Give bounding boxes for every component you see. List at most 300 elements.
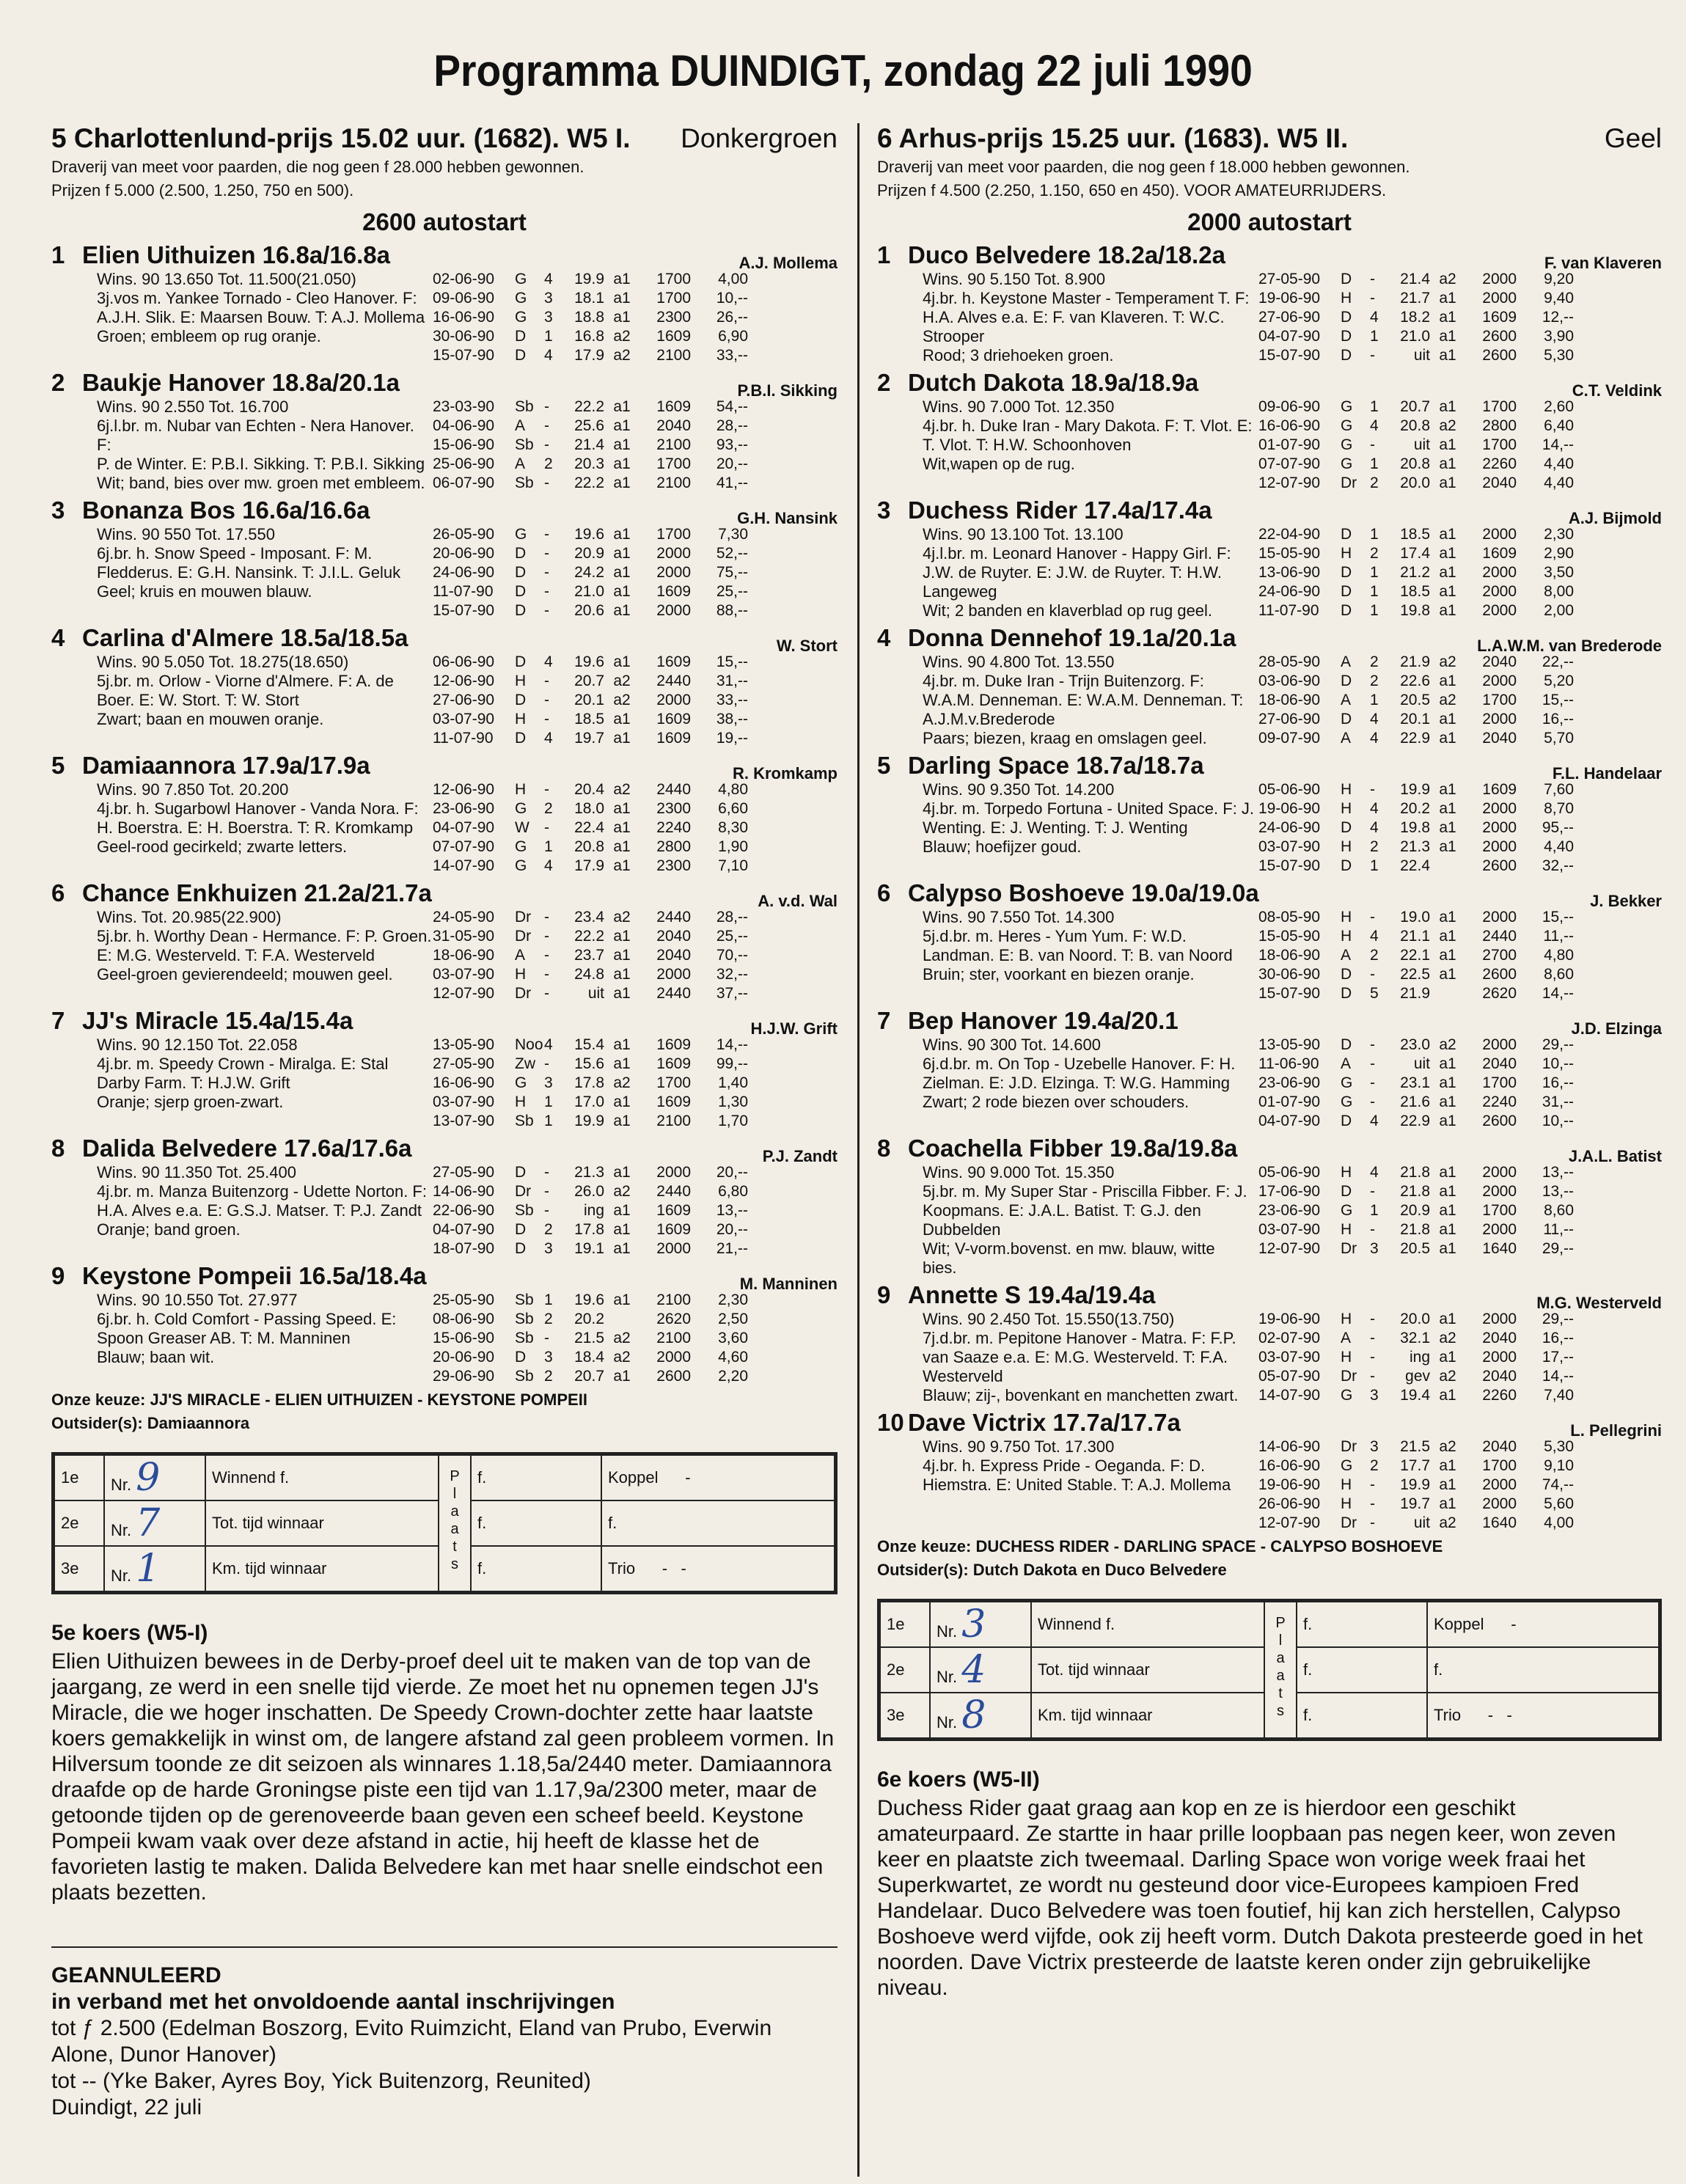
result-cell: 22-06-90 xyxy=(433,1202,495,1219)
result-cell: 4,40 xyxy=(1544,455,1574,472)
result-cell: 2000 xyxy=(656,1240,691,1257)
result-cell: 2600 xyxy=(1482,966,1517,983)
result-cell: a1 xyxy=(1439,583,1456,600)
horse-number: 7 xyxy=(877,1007,891,1034)
result-cell: Dr xyxy=(1341,1514,1357,1531)
result-cell: D xyxy=(515,730,527,747)
result-cell: 24-06-90 xyxy=(433,564,495,581)
result-cell: - xyxy=(1370,1514,1375,1531)
result-cell: A xyxy=(1341,730,1352,747)
result-cell: 15.4 xyxy=(574,1036,604,1053)
result-cell: D xyxy=(1341,347,1352,364)
plaats-1-amount[interactable]: f. xyxy=(471,1455,601,1500)
horse-number: 5 xyxy=(877,752,891,779)
result-cell: 1700 xyxy=(1482,1074,1517,1091)
horse-name-line xyxy=(877,368,1662,397)
place-1-label: 1e xyxy=(54,1455,104,1500)
result-cell: 1609 xyxy=(656,328,691,345)
horse-results xyxy=(1258,1437,1662,1533)
result-cell: - xyxy=(1370,1055,1375,1072)
result-cell: a2 xyxy=(613,1349,631,1366)
race-6 xyxy=(877,123,1662,2001)
result-cell: 21.4 xyxy=(574,436,604,453)
horse-name: Duco Belvedere 18.2a/18.2a xyxy=(908,241,1225,268)
result-cell: 18.2 xyxy=(1400,309,1430,326)
result-cell: 18-06-90 xyxy=(1258,692,1321,708)
result-cell: 18.5 xyxy=(1400,583,1430,600)
result-cell: 4 xyxy=(544,730,553,747)
result-cell: 19.4 xyxy=(1400,1387,1430,1404)
horse-trainer: L. Pellegrini xyxy=(1570,1421,1662,1440)
result-cell: G xyxy=(515,838,527,855)
result-cell: a1 xyxy=(613,1202,631,1219)
result-cell: 2000 xyxy=(1482,673,1517,689)
plaats-2-amount[interactable]: f. xyxy=(471,1500,601,1546)
result-cell: A xyxy=(1341,947,1352,964)
result-cell: 5,30 xyxy=(1544,1438,1574,1455)
result-cell: 13-06-90 xyxy=(1258,564,1321,581)
result-cell: 20.6 xyxy=(574,602,604,619)
result-cell: A xyxy=(515,455,526,472)
result-row xyxy=(433,436,837,455)
outsiders: Outsider(s): Damiaannora xyxy=(51,1414,250,1432)
result-cell: a1 xyxy=(613,545,631,562)
result-cell: 32,-- xyxy=(716,966,748,983)
result-row xyxy=(433,1112,837,1131)
result-cell: 1 xyxy=(1370,583,1379,600)
result-cell: A xyxy=(1341,692,1352,708)
result-cell: Sb xyxy=(515,1202,534,1219)
result-cell: a1 xyxy=(613,653,631,670)
result-cell: a1 xyxy=(1439,673,1456,689)
horse-name-line xyxy=(51,623,837,653)
result-cell: 2 xyxy=(1370,947,1379,964)
result-cell: 25,-- xyxy=(716,928,748,945)
result-cell: 20,-- xyxy=(716,455,748,472)
horse-entry xyxy=(877,751,1662,876)
horse-info-line: A.J.H. Slik. E: Maarsen Bouw. T: A.J. Mollema xyxy=(97,308,425,326)
place-1-number[interactable]: Nr. 9 xyxy=(104,1455,205,1500)
result-row xyxy=(1258,308,1662,327)
handwritten-number: 8 xyxy=(961,1693,986,1737)
result-cell: G xyxy=(515,857,527,874)
result-cell: a1 xyxy=(1439,1093,1456,1110)
annulled-place-date: Duindigt, 22 juli xyxy=(51,2095,202,2119)
result-cell: Sb xyxy=(515,1368,534,1385)
result-cell: 23.7 xyxy=(574,947,604,964)
result-cell: Dr xyxy=(1341,474,1357,491)
horse-results xyxy=(433,653,837,748)
plaats-3-amount[interactable]: f. xyxy=(471,1546,601,1591)
result-cell: W xyxy=(515,819,529,836)
result-cell: 2000 xyxy=(656,1349,691,1366)
result-cell: D xyxy=(515,347,527,364)
result-cell: 12-07-90 xyxy=(1258,1514,1321,1531)
result-cell: 2620 xyxy=(656,1311,691,1327)
horse-results xyxy=(1258,397,1662,493)
result-cell: 2260 xyxy=(1482,1387,1517,1404)
horse-info xyxy=(877,1437,1258,1533)
plaats-2-amount[interactable]: f. xyxy=(1297,1647,1427,1693)
horse-info-line: 4j.br. m. Torpedo Fortuna - United Space. F: J. xyxy=(923,799,1255,818)
horse-results xyxy=(1258,1036,1662,1131)
result-row xyxy=(433,308,837,327)
horse-entry xyxy=(51,1134,837,1258)
result-cell: a1 xyxy=(1439,947,1456,964)
trio-field[interactable]: Trio - - xyxy=(1427,1693,1659,1738)
result-cell: H xyxy=(1341,545,1352,562)
place-2-number[interactable]: Nr. 7 xyxy=(104,1500,205,1546)
result-cell: - xyxy=(544,545,549,562)
result-cell: - xyxy=(544,398,549,415)
result-cell: a2 xyxy=(1439,1368,1456,1385)
result-cell: Noo xyxy=(515,1036,543,1053)
result-cell: D xyxy=(515,545,527,562)
result-cell: 17.0 xyxy=(574,1093,604,1110)
horse-results xyxy=(1258,1310,1662,1405)
result-cell: 19.7 xyxy=(574,730,604,747)
result-cell: 04-07-90 xyxy=(433,1221,495,1238)
result-cell: 2440 xyxy=(656,1183,691,1200)
result-row xyxy=(433,346,837,365)
result-row xyxy=(1258,1239,1662,1258)
result-cell: 14,-- xyxy=(1542,985,1574,1002)
horse-info-line: Wins. 90 550 Tot. 17.550 xyxy=(97,525,275,543)
result-cell: a1 xyxy=(1439,1113,1456,1129)
result-cell: 1 xyxy=(1370,398,1379,415)
result-cell: 22.1 xyxy=(1400,947,1430,964)
place-1-label: 1e xyxy=(880,1602,930,1647)
horse-info-line: Wins. 90 13.100 Tot. 13.100 xyxy=(923,525,1124,543)
horse-info-line: H. Boerstra. E: H. Boerstra. T: R. Kromkamp xyxy=(97,818,414,837)
result-cell: 2 xyxy=(1370,545,1379,562)
result-row xyxy=(1258,838,1662,857)
result-cell: 20.0 xyxy=(1400,474,1430,491)
result-cell: 13,-- xyxy=(716,1202,748,1219)
koppel-field[interactable]: Koppel - xyxy=(1427,1602,1659,1647)
result-cell: 21.6 xyxy=(1400,1093,1430,1110)
result-cell: 1 xyxy=(1370,692,1379,708)
horse-info xyxy=(877,1310,1258,1405)
horse-info-line: Zwart; 2 rode biezen over schouders. xyxy=(923,1093,1190,1111)
result-cell: 17.4 xyxy=(1400,545,1430,562)
result-cell: 19-06-90 xyxy=(1258,1311,1321,1327)
result-cell: 04-07-90 xyxy=(433,819,495,836)
result-cell: 23-06-90 xyxy=(1258,1074,1321,1091)
horse-list xyxy=(877,241,1662,1533)
horse-info-line: Wins. 90 10.550 Tot. 27.977 xyxy=(97,1291,298,1309)
result-cell: D xyxy=(1341,1036,1352,1053)
horse-name-line xyxy=(51,879,837,908)
result-cell: 07-07-90 xyxy=(1258,455,1321,472)
result-cell: 19.1 xyxy=(574,1240,604,1257)
result-row xyxy=(433,1367,837,1386)
result-cell: A xyxy=(1341,653,1352,670)
result-row xyxy=(433,965,837,984)
result-cell: 9,20 xyxy=(1544,271,1574,287)
result-row xyxy=(1258,729,1662,748)
result-cell: D xyxy=(515,1349,527,1366)
result-cell: - xyxy=(1370,1221,1375,1238)
result-cell: 1 xyxy=(544,1113,553,1129)
result-row xyxy=(1258,691,1662,710)
result-cell: uit xyxy=(1413,347,1430,364)
result-cell: 1 xyxy=(1370,328,1379,345)
result-cell: 15-07-90 xyxy=(1258,985,1321,1002)
trio-field[interactable]: Trio - - xyxy=(601,1546,835,1591)
result-cell: 22.6 xyxy=(1400,673,1430,689)
horse-info-line: P. de Winter. E: P.B.I. Sikking. T: P.B.I. Sikking xyxy=(97,455,425,473)
page-title: Programma DUINDIGT, zondag 22 juli 1990 xyxy=(433,46,1253,95)
horse-info-line: 5j.br. m. Orlow - Viorne d'Almere. F: A. de xyxy=(97,672,394,690)
horse-info-line: Blauw; hoefijzer goud. xyxy=(923,838,1082,856)
horse-info-line: H.A. Alves e.a. E: F. van Klaveren. T: W.C. xyxy=(923,308,1225,326)
result-cell: - xyxy=(1370,1330,1375,1346)
result-cell: 52,-- xyxy=(716,545,748,562)
result-cell: Sb xyxy=(515,474,534,491)
result-cell: 2000 xyxy=(1482,711,1517,728)
horse-entry xyxy=(51,241,837,365)
result-cell: 21,-- xyxy=(716,1240,748,1257)
result-cell: 2240 xyxy=(1482,1093,1517,1110)
result-cell: 22.9 xyxy=(1400,1113,1430,1129)
result-cell: 4 xyxy=(544,857,553,874)
result-cell: A xyxy=(1341,1330,1352,1346)
horse-number: 8 xyxy=(877,1135,891,1162)
result-cell: - xyxy=(544,711,549,728)
koppel-field[interactable]: Koppel - xyxy=(601,1455,835,1500)
result-cell: 08-06-90 xyxy=(433,1311,495,1327)
result-cell: 4 xyxy=(1370,928,1379,945)
horse-trainer: J.A.L. Batist xyxy=(1568,1147,1662,1165)
place-1-number[interactable]: Nr. 3 xyxy=(930,1602,1031,1647)
result-cell: 21.4 xyxy=(1400,271,1430,287)
result-cell: 1700 xyxy=(1482,1202,1517,1219)
result-cell: 21.8 xyxy=(1400,1221,1430,1238)
handwritten-number: 4 xyxy=(961,1648,986,1692)
horse-trainer: M.G. Westerveld xyxy=(1536,1294,1662,1312)
result-cell: 2000 xyxy=(1482,1349,1517,1366)
result-cell: 2,00 xyxy=(1544,602,1574,619)
result-cell: 5,20 xyxy=(1544,673,1574,689)
result-cell: 15-05-90 xyxy=(1258,928,1321,945)
result-cell: - xyxy=(544,928,549,945)
result-cell: 1609 xyxy=(656,730,691,747)
race-conditions: Draverij van meet voor paarden, die nog geen f 18.000 hebben gewonnen. xyxy=(877,158,1410,176)
result-row xyxy=(433,1239,837,1258)
horse-info-line: Groen; embleem op rug oranje. xyxy=(97,327,321,345)
result-row xyxy=(1258,1112,1662,1131)
horse-info-line: Wins. 90 7.850 Tot. 20.200 xyxy=(97,780,289,799)
result-cell: 21.5 xyxy=(574,1330,604,1346)
result-cell: 31,-- xyxy=(1542,1093,1574,1110)
result-cell: a2 xyxy=(613,673,631,689)
result-cell: G xyxy=(515,271,527,287)
race-title: 6 Arhus-prijs 15.25 uur. (1683). W5 II. xyxy=(877,123,1349,153)
result-cell: 1700 xyxy=(1482,436,1517,453)
result-cell: a1 xyxy=(1439,1476,1456,1493)
handwritten-number: 3 xyxy=(961,1602,986,1646)
result-cell: a1 xyxy=(1439,838,1456,855)
horse-info-line: 6j.l.br. m. Nubar van Echten - Nera Hanover. F: xyxy=(97,417,414,454)
result-cell: - xyxy=(544,564,549,581)
result-row xyxy=(433,1055,837,1074)
result-cell: 1700 xyxy=(656,290,691,307)
result-cell: 23-06-90 xyxy=(433,800,495,817)
result-cell: 2040 xyxy=(1482,730,1517,747)
result-cell: - xyxy=(1370,781,1375,798)
result-cell: 18.4 xyxy=(574,1349,604,1366)
result-cell: 6,90 xyxy=(718,328,748,345)
horse-results xyxy=(433,525,837,620)
horse-results xyxy=(433,1163,837,1258)
result-cell: - xyxy=(544,436,549,453)
result-cell: 12-06-90 xyxy=(433,781,495,798)
preview-title: 5e koers (W5-I) xyxy=(51,1621,208,1645)
horse-trainer: P.J. Zandt xyxy=(762,1147,837,1165)
horse-name: Carlina d'Almere 18.5a/18.5a xyxy=(82,624,408,651)
result-cell: 26.0 xyxy=(574,1183,604,1200)
result-cell: 1 xyxy=(544,1291,553,1308)
result-cell: 2000 xyxy=(1482,1495,1517,1512)
result-cell: a2 xyxy=(613,1330,631,1346)
result-cell: a1 xyxy=(1439,602,1456,619)
result-cell: a1 xyxy=(1439,1311,1456,1327)
result-cell: 33,-- xyxy=(716,692,748,708)
result-cell: 2100 xyxy=(656,1113,691,1129)
result-cell: 11-07-90 xyxy=(433,730,494,747)
result-row xyxy=(1258,474,1662,493)
result-cell: 23-03-90 xyxy=(433,398,495,415)
result-cell: 31-05-90 xyxy=(433,928,495,945)
km-time-winner: Km. tijd winnaar xyxy=(205,1546,439,1591)
result-cell: 4,00 xyxy=(1544,1514,1574,1531)
race-distance: 2600 autostart xyxy=(362,208,527,235)
result-cell: 18.8 xyxy=(574,309,604,326)
horse-number: 4 xyxy=(877,624,891,651)
result-cell: a1 xyxy=(1439,819,1456,836)
result-cell: 2440 xyxy=(656,673,691,689)
result-cell: - xyxy=(1370,1036,1375,1053)
result-cell: 5,30 xyxy=(1544,347,1574,364)
horse-trainer: P.B.I. Sikking xyxy=(737,381,837,400)
result-cell: 17-06-90 xyxy=(1258,1183,1321,1200)
result-cell: 29,-- xyxy=(1542,1311,1574,1327)
result-cell: a1 xyxy=(1439,564,1456,581)
result-cell: 41,-- xyxy=(716,474,748,491)
result-cell: 2000 xyxy=(656,564,691,581)
result-cell: 19.6 xyxy=(574,1291,604,1308)
result-row xyxy=(433,691,837,710)
result-cell: 12,-- xyxy=(1542,309,1574,326)
result-cell: a2 xyxy=(613,328,631,345)
result-cell: 4 xyxy=(1370,730,1379,747)
result-cell: 17.7 xyxy=(1400,1457,1430,1474)
horse-info-line: Wins. 90 300 Tot. 14.600 xyxy=(923,1036,1101,1054)
horse-info xyxy=(877,1036,1258,1131)
horse-results xyxy=(1258,908,1662,1003)
plaats-3-amount[interactable]: f. xyxy=(1297,1693,1427,1738)
result-cell: gev xyxy=(1405,1368,1430,1385)
result-row xyxy=(1258,672,1662,691)
horse-info-line: Blauw; zij-, bovenkant en manchetten zwart. xyxy=(923,1386,1239,1404)
result-cell: 3 xyxy=(544,309,553,326)
result-cell: 18.1 xyxy=(574,290,604,307)
result-cell: a1 xyxy=(613,1093,631,1110)
result-cell: 1609 xyxy=(656,1093,691,1110)
result-cell: G xyxy=(1341,436,1353,453)
result-cell: 1 xyxy=(544,328,553,345)
result-cell: 2040 xyxy=(1482,1055,1517,1072)
result-cell: H xyxy=(515,966,527,983)
km-time-winner: Km. tijd winnaar xyxy=(1031,1693,1264,1738)
result-cell: 8,30 xyxy=(718,819,748,836)
result-row xyxy=(433,474,837,493)
result-cell: 19.9 xyxy=(574,271,604,287)
horse-number: 1 xyxy=(51,241,65,268)
result-cell: 14,-- xyxy=(716,1036,748,1053)
plaats-1-amount[interactable]: f. xyxy=(1297,1602,1427,1647)
result-cell: 2,90 xyxy=(1544,545,1574,562)
result-cell: 22.5 xyxy=(1400,966,1430,983)
result-cell: 20.1 xyxy=(1400,711,1430,728)
result-row xyxy=(433,710,837,729)
result-cell: Sb xyxy=(515,1330,534,1346)
result-cell: 15-07-90 xyxy=(1258,347,1321,364)
koppel-amount[interactable]: f. xyxy=(601,1500,835,1546)
place-2-number[interactable]: Nr. 4 xyxy=(930,1647,1031,1693)
result-cell: 22.2 xyxy=(574,398,604,415)
result-row xyxy=(1258,1456,1662,1476)
result-cell: D xyxy=(1341,819,1352,836)
result-cell: a1 xyxy=(613,1240,631,1257)
result-cell: a1 xyxy=(613,966,631,983)
result-cell: 2040 xyxy=(656,947,691,964)
result-row xyxy=(433,563,837,582)
horse-info-line: Landman. E: B. van Noord. T: B. van Noord xyxy=(923,946,1233,964)
result-cell: 9,10 xyxy=(1544,1457,1574,1474)
koppel-amount[interactable]: f. xyxy=(1427,1647,1659,1693)
result-cell: - xyxy=(544,417,549,434)
result-cell: D xyxy=(515,1164,527,1181)
result-row xyxy=(1258,1074,1662,1093)
horse-name: Donna Dennehof 19.1a/20.1a xyxy=(908,624,1236,651)
horse-name-line xyxy=(877,751,1662,780)
result-cell: Sb xyxy=(515,1311,534,1327)
result-cell: 23.0 xyxy=(1400,1036,1430,1053)
result-row xyxy=(433,818,837,838)
horse-trainer: F. van Klaveren xyxy=(1544,254,1662,272)
race-distance: 2000 autostart xyxy=(1187,208,1352,235)
result-cell: a2 xyxy=(1439,271,1456,287)
result-row xyxy=(433,1329,837,1348)
result-cell: a1 xyxy=(613,417,631,434)
result-cell: 74,-- xyxy=(1542,1476,1574,1493)
horse-info-line: Wins. 90 13.650 Tot. 11.500(21.050) xyxy=(97,270,356,288)
result-cell: 2,50 xyxy=(718,1311,748,1327)
result-cell: 27-05-90 xyxy=(1258,271,1321,287)
horse-info xyxy=(51,1163,433,1258)
result-cell: - xyxy=(1370,290,1375,307)
horse-info xyxy=(51,1036,433,1131)
place-3-number[interactable]: Nr. 8 xyxy=(930,1693,1031,1738)
result-cell: A xyxy=(1341,1055,1352,1072)
result-cell: 30-06-90 xyxy=(433,328,495,345)
result-cell: 18-07-90 xyxy=(433,1240,495,1257)
result-cell: 8,70 xyxy=(1544,800,1574,817)
result-cell: 1640 xyxy=(1482,1514,1517,1531)
place-3-number[interactable]: Nr. 1 xyxy=(104,1546,205,1591)
